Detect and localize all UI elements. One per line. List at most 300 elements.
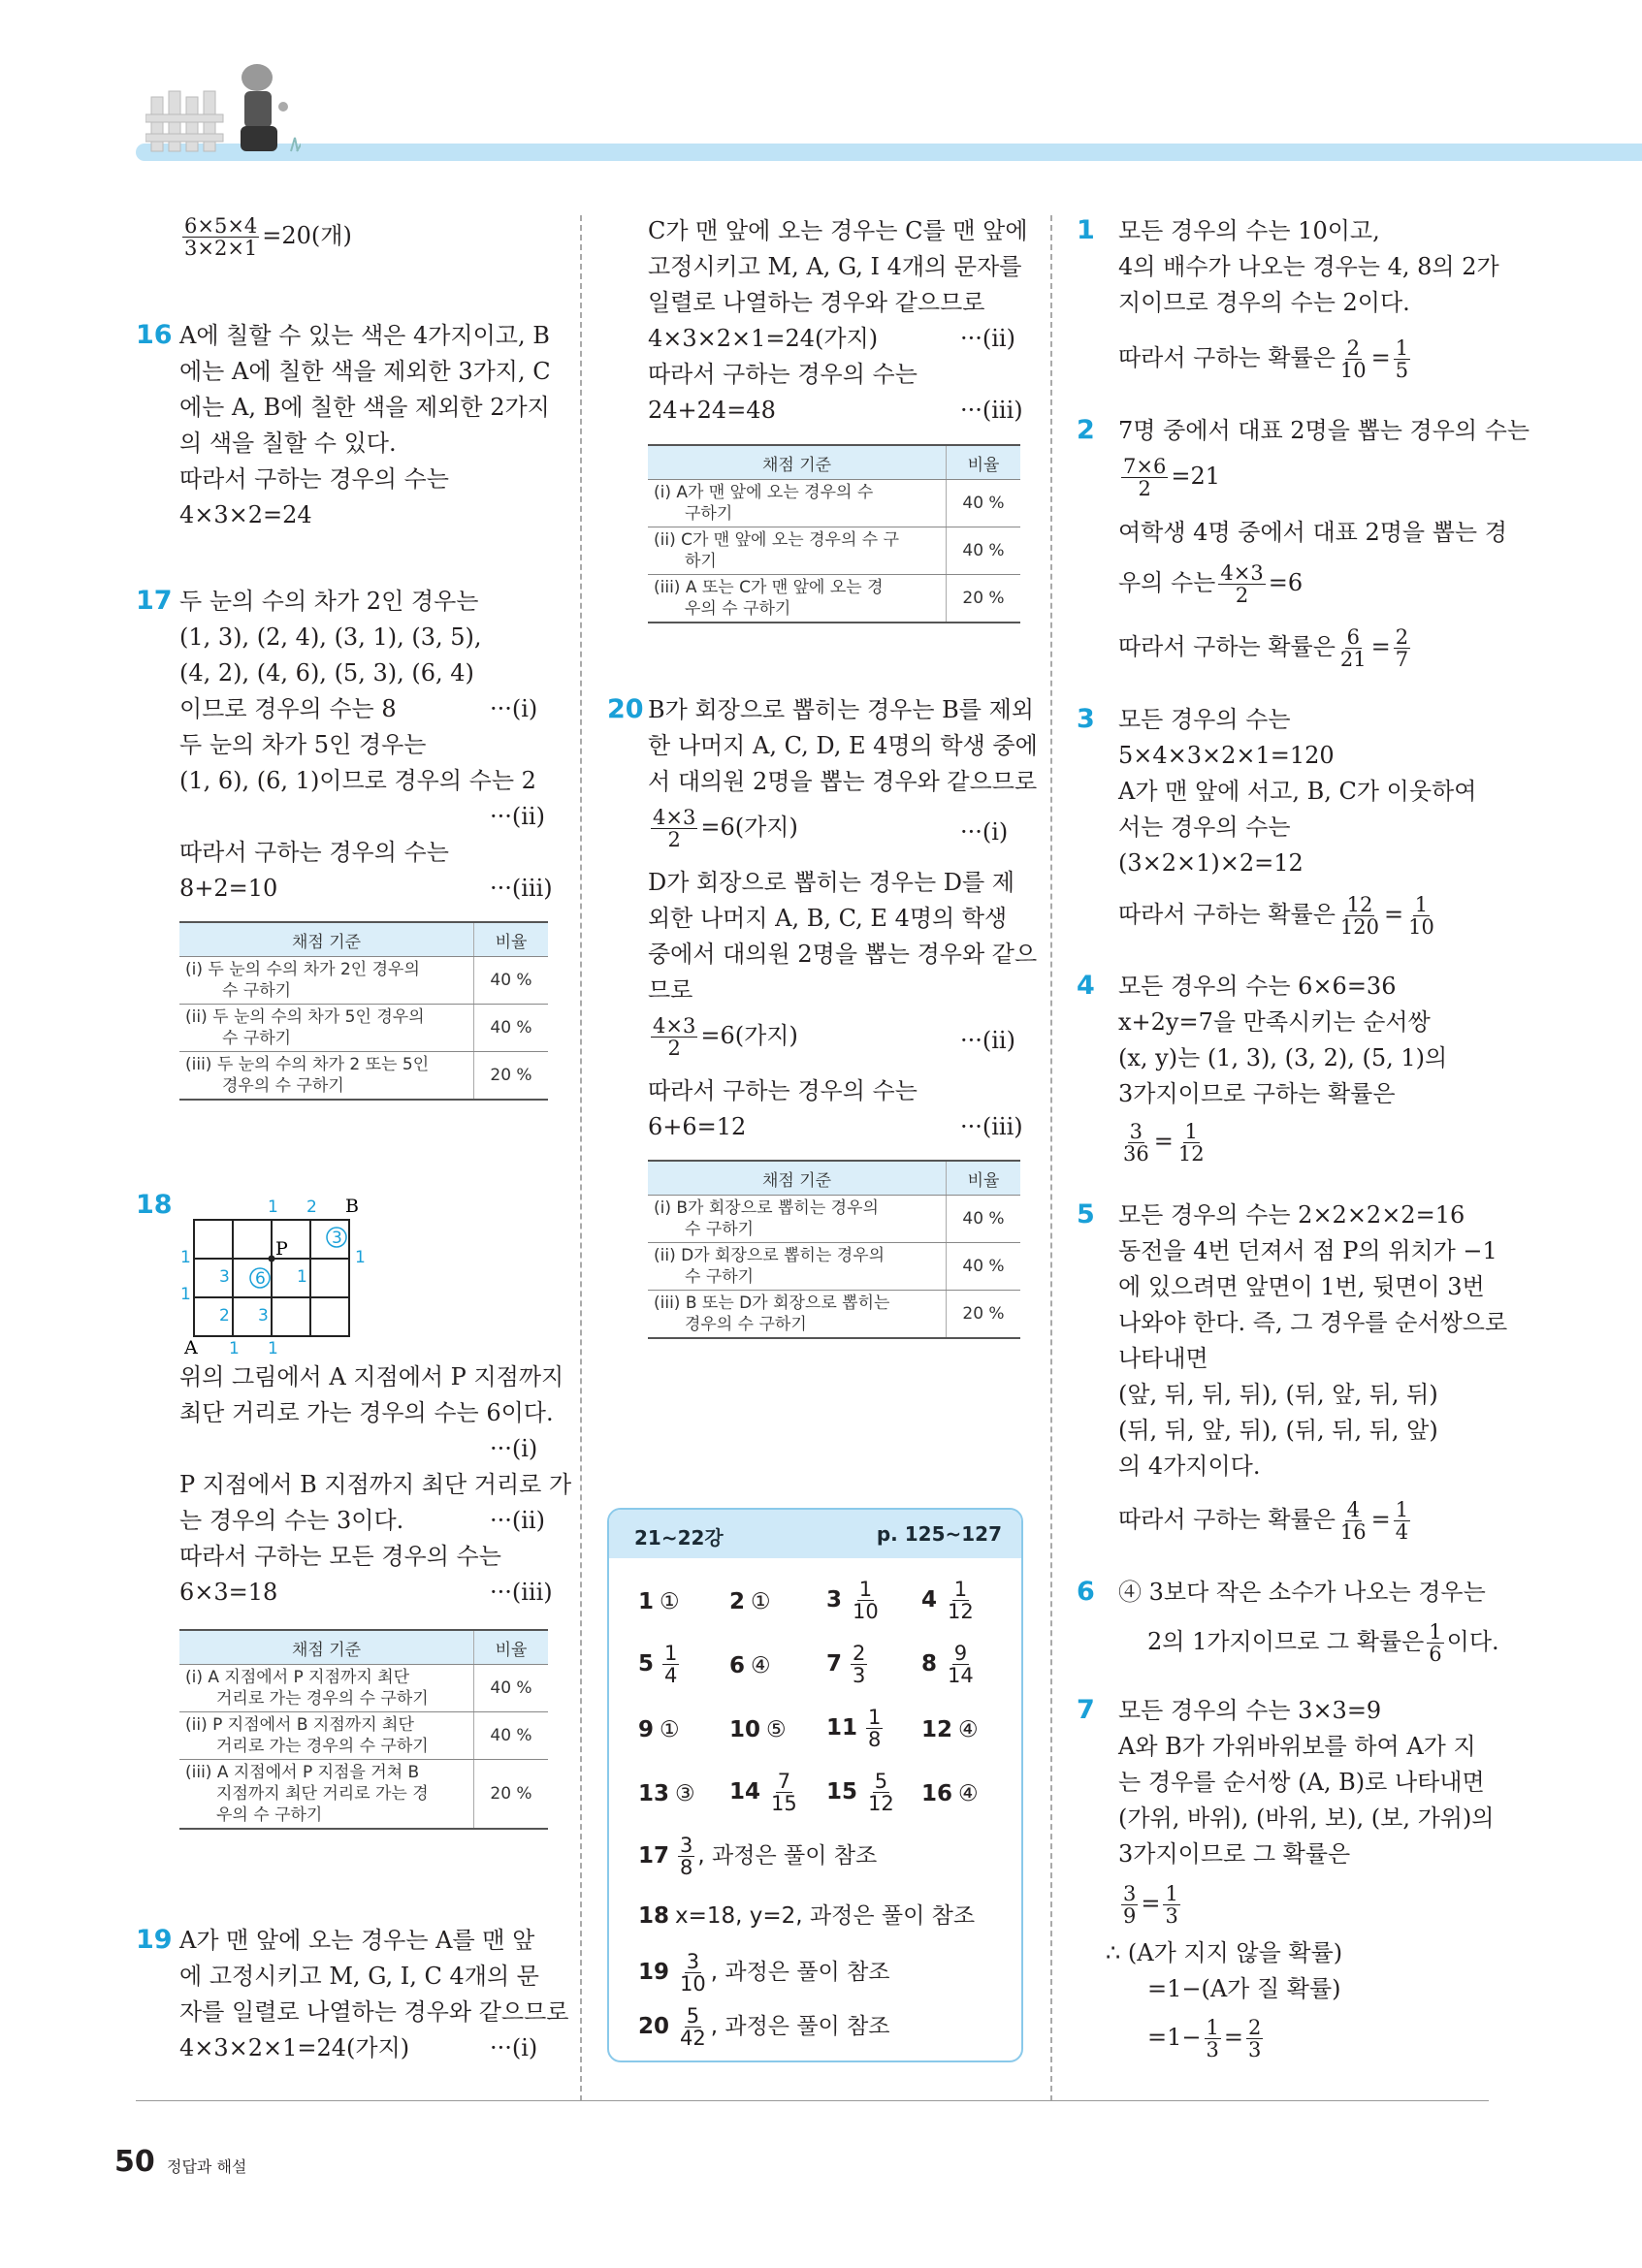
numerator: 1: [858, 1578, 873, 1601]
denominator: 12: [948, 1600, 974, 1623]
step-mark: ···(i): [960, 818, 1009, 846]
answer-fraction: [946, 1579, 976, 1622]
text-line: 의 색을 칠할 수 있다.: [179, 430, 397, 457]
text-line: 모든 경우의 수는 10이고,: [1118, 217, 1380, 244]
numerator: 4×3: [653, 806, 696, 829]
numerator: 1: [1429, 1620, 1442, 1644]
cell-line: 경우의 수 구하기: [685, 1315, 807, 1334]
cell-line: 수 구하기: [222, 981, 292, 1001]
text-line: 는 경우를 순서쌍 (A, B)로 나타내면: [1118, 1769, 1485, 1796]
ratio-cell: 40 %: [474, 1665, 549, 1712]
text-line: 지이므로 경우의 수는 2이다.: [1118, 289, 1410, 316]
numerator: 3: [1123, 1882, 1137, 1905]
denominator: 16: [1339, 1520, 1367, 1544]
denominator: 2: [667, 1037, 681, 1060]
ratio-cell: 20 %: [947, 575, 1021, 623]
text-line: (뒤, 뒤, 앞, 뒤), (뒤, 뒤, 뒤, 앞): [1118, 1417, 1438, 1444]
text-line: 중에서 대의원 2명을 뽑는 경우와 같으: [648, 941, 1038, 968]
text-line: 따라서 구하는 경우의 수는: [179, 839, 449, 866]
answer-number: 15: [826, 1779, 858, 1805]
numerator: 3: [680, 1834, 693, 1857]
text-part: 이다.: [1446, 1628, 1499, 1655]
result-label: 따라서 구하는 확률은: [1118, 1506, 1336, 1533]
text-line: 서는 경우의 수는: [1118, 814, 1291, 841]
header-criteria: 채점 기준: [179, 1630, 474, 1665]
text-line: 모든 경우의 수는: [1118, 706, 1291, 733]
text-line: D가 회장으로 뽑히는 경우는 D를 제: [648, 869, 1015, 896]
text-line: 두 눈의 수의 차가 2인 경우는: [179, 588, 479, 615]
denominator: 9: [1123, 1904, 1137, 1928]
text-line: ∴ (A가 지지 않을 확률): [1106, 1939, 1343, 1966]
question-number: 17: [136, 586, 173, 616]
numerator: 7×6: [1123, 455, 1167, 478]
cell-line: (ii) 두 눈의 수의 차가 5인 경우의: [185, 1007, 425, 1027]
column-separator-1: [580, 215, 582, 2101]
result: =6(가지): [700, 814, 798, 841]
grid-label: 1: [268, 1339, 278, 1356]
ratio-cell: 20 %: [947, 1291, 1021, 1339]
criteria-cell: [179, 1665, 474, 1712]
ratio-cell: 40 %: [947, 480, 1021, 527]
text-line: =1−(A가 질 확률): [1147, 1975, 1341, 2002]
text-line: 모든 경우의 수는 6×6=36: [1118, 973, 1397, 1000]
result-line: 따라서 구하는 확률은 $\frac{12}{120}$ = $\frac{1}{10}$: [1118, 893, 1434, 939]
cell-line: (ii) D가 회장으로 뽑히는 경우의: [654, 1246, 885, 1265]
answer-note: , 과정은 풀이 참조: [710, 2014, 890, 2039]
answer-number: 19: [638, 1960, 670, 1985]
text-line: ④ 3보다 작은 소수가 나오는 경우는: [1118, 1579, 1486, 1606]
numerator: 1: [1395, 336, 1409, 360]
answer-number: 6: [729, 1653, 746, 1678]
lecture-range: 21~22강: [634, 1526, 724, 1549]
grid-label: B: [345, 1196, 359, 1217]
ratio-cell: 20 %: [474, 1052, 549, 1101]
text-line: 따라서 구하는 경우의 수는: [179, 465, 449, 493]
result-line: [1147, 1621, 1499, 1665]
denominator: 3: [1206, 2038, 1219, 2061]
numerator: 4×3: [653, 1014, 696, 1038]
answer-number: 2: [729, 1589, 746, 1614]
denominator: 14: [948, 1664, 974, 1687]
ratio-cell: 40 %: [947, 527, 1021, 575]
text-line: 따라서 구하는 경우의 수는: [648, 361, 918, 388]
text-line: 3가지이므로 그 확률은: [1118, 1840, 1351, 1868]
grid-diagram: [175, 1191, 378, 1356]
question-number: 4: [1077, 971, 1095, 1001]
answer-item: [921, 1579, 979, 1622]
answer-item: [826, 1707, 885, 1750]
answer-number: 9: [638, 1717, 655, 1742]
cell-line: 수 구하기: [685, 1220, 755, 1239]
text-line: (x, y)는 (1, 3), (3, 2), (5, 1)의: [1118, 1044, 1448, 1071]
answer-item-long: [638, 1951, 890, 1995]
numerator: 2: [1346, 336, 1360, 360]
step-mark: ···(i): [490, 1435, 538, 1462]
denominator: 2: [1235, 584, 1249, 607]
result-label: 따라서 구하는 확률은: [1118, 344, 1336, 371]
criteria-cell: [179, 1760, 474, 1830]
answer-item: [826, 1643, 870, 1686]
cell-line: 우의 수 구하기: [216, 1805, 323, 1825]
text-part: =1−: [1147, 2024, 1202, 2051]
answer-fraction: [851, 1643, 867, 1686]
header-criteria: 채점 기준: [648, 445, 947, 480]
text-line: (앞, 뒤, 뒤, 뒤), (뒤, 앞, 뒤, 뒤): [1118, 1381, 1438, 1408]
cell-line: (i) A 지점에서 P 지점까지 최단: [185, 1668, 410, 1687]
numerator: 9: [953, 1642, 968, 1665]
denominator: 3×2×1: [184, 237, 258, 260]
step-mark: ···(i): [490, 2034, 538, 2061]
answer-number: 10: [729, 1717, 761, 1742]
step-mark: ···(ii): [960, 1027, 1015, 1054]
answer-number: 11: [826, 1715, 858, 1741]
text-part: 2의 1가지이므로 그 확률은: [1147, 1628, 1425, 1655]
cell-line: (i) B가 회장으로 뽑히는 경우의: [654, 1198, 879, 1218]
ratio-cell: 40 %: [474, 1005, 549, 1052]
result-line: 따라서 구하는 확률은 $\frac{2}{10}$ = $\frac{1}{5}$: [1118, 336, 1409, 382]
column-separator-2: [1050, 215, 1052, 2101]
text-line: 두 눈의 차가 5인 경우는: [179, 731, 427, 758]
answer-choice: ③: [675, 1781, 695, 1806]
text-line: (가위, 바위), (바위, 보), (보, 가위)의: [1118, 1805, 1495, 1832]
numerator: 7: [777, 1770, 791, 1793]
scoring-table: [648, 1160, 1020, 1339]
question-number: 3: [1077, 704, 1095, 734]
answer-note: , 과정은 풀이 참조: [710, 1960, 890, 1985]
text-line: 동전을 4번 던져서 점 P의 위치가 −1: [1118, 1237, 1497, 1264]
cell-line: 경우의 수 구하기: [222, 1076, 344, 1096]
text-line: 모든 경우의 수는 3×3=9: [1118, 1697, 1382, 1724]
text-line: 4×3×2×1=24(가지): [648, 325, 879, 352]
grid-label: 2: [219, 1306, 230, 1326]
numerator: 3: [686, 1950, 700, 1973]
question-number: 20: [607, 694, 644, 724]
question-number: 5: [1077, 1199, 1095, 1230]
answer-item: [638, 1778, 695, 1809]
grid-label: 1: [180, 1285, 191, 1304]
fraction-line: $\frac{3}{9}$ = $\frac{1}{3}$: [1123, 1882, 1178, 1928]
numerator: 1: [1165, 1882, 1178, 1905]
fraction-line: [1118, 562, 1303, 606]
denominator: 10: [1339, 359, 1367, 382]
result-label: 따라서 구하는 확률은: [1118, 901, 1336, 928]
answer-item: [638, 1714, 680, 1745]
answer-item: [921, 1643, 979, 1686]
text-line: 4×3×2×1=24(가지): [179, 2034, 410, 2061]
answer-item: [826, 1771, 899, 1814]
denominator: 15: [771, 1792, 797, 1815]
question-number: 6: [1077, 1577, 1095, 1607]
answer-fraction: [866, 1771, 896, 1814]
text-line: 서 대의원 2명을 뽑는 경우와 같으므로: [648, 768, 1038, 795]
text-line: 일렬로 나열하는 경우와 같으므로: [648, 289, 985, 316]
text-line: 므로: [648, 976, 693, 1004]
denominator: 3: [1165, 1904, 1178, 1928]
step-mark: ···(ii): [490, 1507, 545, 1534]
text-line: 의 4가지이다.: [1118, 1453, 1261, 1480]
step-mark: ···(i): [490, 695, 538, 722]
text-line: B가 회장으로 뽑히는 경우는 B를 제외: [648, 696, 1034, 723]
answer-number: 18: [638, 1903, 670, 1929]
answer-fraction: [678, 1951, 708, 1995]
answer-number: 17: [638, 1843, 670, 1869]
text-line: 에 고정시키고 M, G, I, C 4개의 문: [179, 1963, 539, 1990]
answer-item-long: [638, 2005, 890, 2049]
header-ratio: 비율: [947, 445, 1021, 480]
text-line: A에 칠할 수 있는 색은 4가지이고, B: [179, 322, 550, 349]
denominator: 12: [1177, 1142, 1205, 1166]
text-line: 위의 그림에서 A 지점에서 P 지점까지: [179, 1363, 564, 1390]
question-number: 16: [136, 320, 173, 350]
answer-choice: ④: [751, 1653, 771, 1678]
question-number: 19: [136, 1925, 173, 1955]
text-line: 나타내면: [1118, 1345, 1208, 1372]
answer-note: , 과정은 풀이 참조: [697, 1843, 878, 1869]
text-line: 는 경우의 수는 3이다.: [179, 1507, 404, 1534]
text-line: 나와야 한다. 즉, 그 경우를 순서쌍으로: [1118, 1309, 1508, 1336]
question-number: 1: [1077, 215, 1095, 245]
answer-number: 3: [826, 1587, 843, 1613]
denominator: 21: [1339, 648, 1367, 671]
fraction-line: [648, 807, 798, 850]
denominator: 10: [853, 1600, 879, 1623]
cell-line: (iii) A 지점에서 P 지점을 거쳐 B: [185, 1763, 420, 1782]
numerator: 2: [1247, 2016, 1262, 2039]
criteria-cell: [648, 575, 947, 623]
scoring-table: [179, 921, 548, 1101]
numerator: 1: [1395, 1498, 1409, 1521]
question-number: 2: [1077, 415, 1095, 445]
answer-choice: ④: [958, 1781, 979, 1806]
answer-fraction: [866, 1707, 883, 1750]
text-line: 5×4×3×2×1=120: [1118, 742, 1335, 769]
text-line: 4×3×2=24: [179, 501, 312, 528]
text-line: 최단 거리로 가는 경우의 수는 6이다.: [179, 1399, 554, 1426]
text-line: (4, 2), (4, 6), (5, 3), (6, 4): [179, 659, 474, 687]
step-mark: ···(ii): [490, 803, 545, 830]
point-p: [269, 1256, 275, 1262]
numerator: 6×5×4: [184, 214, 258, 238]
criteria-cell: [648, 1196, 947, 1243]
denominator: 36: [1123, 1142, 1149, 1166]
answer-fraction: [678, 1835, 694, 1878]
numerator: 5: [874, 1770, 888, 1793]
text-line: C가 맨 앞에 오는 경우는 C를 맨 앞에: [648, 217, 1028, 244]
question-number: 7: [1077, 1695, 1095, 1725]
text-line: 에는 A에 칠한 색을 제외한 3가지, C: [179, 358, 551, 385]
header-criteria: 채점 기준: [179, 922, 474, 957]
numerator: 5: [686, 2004, 700, 2028]
answer-key-header: [609, 1510, 1021, 1558]
denominator: 120: [1339, 915, 1380, 939]
answer-number: 13: [638, 1781, 670, 1806]
cell-line: (i) A가 맨 앞에 오는 경우의 수: [654, 483, 874, 502]
cell-line: 수 구하기: [685, 1267, 755, 1287]
gardener-illustration: [145, 58, 301, 165]
cell-line: 수 구하기: [222, 1029, 292, 1048]
step-mark: ···(iii): [960, 397, 1023, 424]
denominator: 42: [680, 2027, 706, 2050]
fraction-line: [179, 215, 352, 259]
answer-fraction: [769, 1771, 799, 1814]
text-part: 우의 수는: [1118, 569, 1216, 596]
answer-choice: ①: [660, 1717, 680, 1742]
cell-line: (iii) B 또는 D가 회장으로 뽑히는: [654, 1294, 890, 1313]
fraction-line: [1118, 456, 1220, 499]
criteria-cell: [648, 1291, 947, 1339]
cell-line: (iii) A 또는 C가 맨 앞에 오는 경: [654, 578, 884, 597]
denominator: 3: [853, 1664, 866, 1687]
cell-line: (iii) 두 눈의 수의 차가 2 또는 5인: [185, 1055, 430, 1074]
grid-label: 3: [332, 1229, 342, 1248]
answer-choice: ⑤: [766, 1717, 787, 1742]
text-line: 따라서 구하는 모든 경우의 수는: [179, 1543, 501, 1570]
result: =6(가지): [700, 1022, 798, 1049]
answer-item: [638, 1586, 680, 1617]
footer-rule: [136, 2100, 1489, 2101]
fraction-line: [648, 1015, 798, 1059]
numerator: 6: [1346, 625, 1360, 649]
grid-label: 1: [355, 1248, 366, 1267]
text-line: 4의 배수가 나오는 경우는 4, 8의 2가: [1118, 253, 1499, 280]
question-number: 18: [136, 1190, 173, 1220]
denominator: 4: [664, 1664, 678, 1687]
text-line: 7명 중에서 대표 2명을 뽑는 경우의 수는: [1118, 417, 1530, 444]
answer-number: 12: [921, 1717, 953, 1742]
criteria-cell: [648, 480, 947, 527]
numerator: 1: [1414, 893, 1429, 916]
answer-number: 4: [921, 1587, 938, 1613]
grid-label: A: [184, 1337, 198, 1356]
step-mark: ···(iii): [490, 875, 553, 902]
step-mark: ···(ii): [960, 325, 1015, 352]
text-line: (1, 6), (6, 1)이므로 경우의 수는 2: [179, 767, 536, 794]
text-line: A가 맨 앞에 오는 경우는 A를 맨 앞: [179, 1927, 535, 1954]
answer-number: 5: [638, 1651, 655, 1677]
denominator: 2: [1138, 477, 1151, 500]
cell-line: (ii) C가 맨 앞에 오는 경우의 수 구: [654, 530, 900, 550]
answer-item: [729, 1714, 787, 1745]
answer-item: [729, 1771, 802, 1814]
text-line: 에는 A, B에 칠한 색을 제외한 2가지: [179, 394, 550, 421]
answer-fraction: [678, 2005, 708, 2049]
numerator: 1: [953, 1578, 968, 1601]
numerator: 1: [1184, 1120, 1198, 1143]
text-line: 에 있으려면 앞면이 1번, 뒷면이 3번: [1118, 1273, 1485, 1300]
text-line: (3×2×1)×2=12: [1118, 849, 1304, 877]
answer-choice: ④: [958, 1717, 979, 1742]
cell-line: 거리로 가는 경우의 수 구하기: [216, 1689, 429, 1709]
text-line: 자를 일렬로 나열하는 경우와 같으므로: [179, 1998, 569, 2026]
answer-number: 16: [921, 1781, 953, 1806]
denominator: 3: [1247, 2038, 1262, 2061]
step-mark: ···(iii): [960, 1113, 1023, 1140]
cell-line: 우의 수 구하기: [685, 599, 791, 619]
section-label: 정답과 해설: [167, 2157, 247, 2176]
denominator: 4: [1395, 1520, 1409, 1544]
text-line: 8+2=10: [179, 875, 278, 902]
text-line: 3가지이므로 구하는 확률은: [1118, 1080, 1396, 1107]
result: =20(개): [262, 222, 352, 249]
numerator: 2: [853, 1642, 866, 1665]
answer-number: 7: [826, 1651, 843, 1677]
grid-label: 3: [258, 1306, 269, 1326]
text-line: 모든 경우의 수는 2×2×2×2=16: [1118, 1201, 1465, 1229]
numerator: 3: [1129, 1120, 1143, 1143]
numerator: 4: [1346, 1498, 1360, 1521]
denominator: 6: [1429, 1643, 1442, 1666]
fraction-line: =1− $\frac{1}{3}$ = $\frac{2}{3}$: [1147, 2016, 1262, 2061]
cell-line: 지점까지 최단 거리로 가는 경: [216, 1784, 429, 1804]
text-line: 여학생 4명 중에서 대표 2명을 뽑는 경: [1118, 519, 1507, 546]
cell-line: (ii) P 지점에서 B 지점까지 최단: [185, 1715, 414, 1735]
cell-line: (i) 두 눈의 수의 차가 2인 경우의: [185, 960, 420, 979]
answer-item: [729, 1650, 771, 1681]
text-line: 한 나머지 A, C, D, E 4명의 학생 중에: [648, 732, 1038, 759]
ratio-cell: 40 %: [474, 957, 549, 1005]
header-ratio: 비율: [474, 1630, 549, 1665]
denominator: 12: [868, 1792, 894, 1815]
grid-label: 3: [219, 1267, 230, 1287]
ratio-cell: 40 %: [474, 1712, 549, 1760]
result: =21: [1171, 463, 1220, 490]
denominator: 2: [667, 828, 681, 851]
numerator: 1: [664, 1642, 678, 1665]
page-number: 50: [114, 2145, 155, 2179]
header-bar: [136, 144, 1642, 161]
answer-choice: ①: [751, 1589, 771, 1614]
result-label: 따라서 구하는 확률은: [1118, 633, 1336, 660]
denominator: 10: [680, 1972, 706, 1996]
denominator: 8: [680, 1856, 693, 1879]
grid-label: 1: [180, 1248, 191, 1267]
answer-item-long: [638, 1901, 975, 1932]
ratio-cell: 40 %: [947, 1243, 1021, 1291]
scoring-table: [648, 444, 1020, 623]
answer-item: [826, 1579, 884, 1622]
cell-line: 하기: [685, 552, 717, 571]
text-line: 이므로 경우의 수는 8: [179, 695, 397, 722]
ratio-cell: 20 %: [474, 1760, 549, 1830]
text-line: 24+24=48: [648, 397, 776, 424]
answer-number: 14: [729, 1779, 761, 1805]
denominator: 8: [868, 1728, 882, 1751]
ratio-cell: 40 %: [947, 1196, 1021, 1243]
cell-line: 거리로 가는 경우의 수 구하기: [216, 1737, 429, 1756]
grid-label: 1: [229, 1339, 240, 1356]
header-criteria: 채점 기준: [648, 1161, 947, 1196]
text-line: 6×3=18: [179, 1579, 278, 1606]
criteria-cell: [179, 1005, 474, 1052]
text-line: x+2y=7을 만족시키는 순서쌍: [1118, 1008, 1431, 1036]
criteria-cell: [179, 1052, 474, 1101]
answer-fraction: [946, 1643, 976, 1686]
numerator: 1: [1206, 2016, 1219, 2039]
criteria-cell: [648, 527, 947, 575]
grid-label: 1: [268, 1198, 278, 1217]
numerator: 4×3: [1220, 561, 1264, 585]
result: =6: [1268, 569, 1304, 596]
grid-label: 2: [306, 1198, 317, 1217]
answer-note: x=18, y=2, 과정은 풀이 참조: [675, 1903, 976, 1929]
grid-label: P: [275, 1238, 288, 1260]
grid-label: 1: [297, 1267, 307, 1287]
text-line: 고정시키고 M, A, G, I 4개의 문자를: [648, 253, 1022, 280]
header-ratio: 비율: [474, 922, 549, 957]
grid-label: 6: [255, 1269, 266, 1289]
answer-choice: ①: [660, 1589, 680, 1614]
result-line: 따라서 구하는 확률은 $\frac{6}{21}$ = $\frac{2}{7}$: [1118, 625, 1409, 671]
